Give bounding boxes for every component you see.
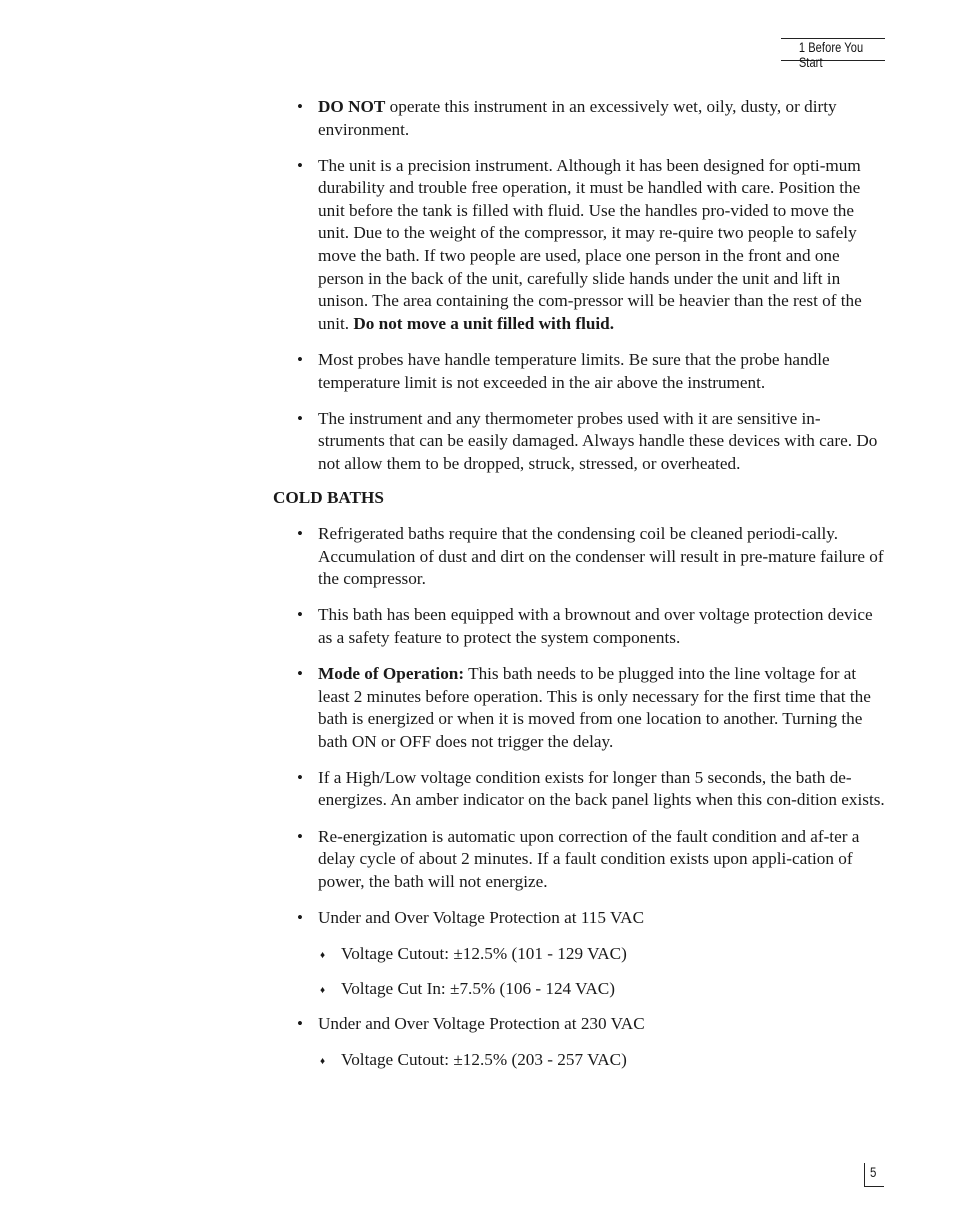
- bullet-icon: •: [297, 605, 303, 625]
- sub-list-item: [273, 943, 885, 966]
- section-title: 1 Before You Start: [798, 40, 864, 70]
- sub-list-item: [273, 978, 885, 1001]
- bullet-icon: •: [297, 524, 303, 543]
- page-number-box: [864, 1163, 884, 1187]
- bullet-icon: •: [297, 1013, 303, 1033]
- list-item: [273, 826, 885, 894]
- list-item: [273, 408, 885, 476]
- bold-tail: Do not move a unit filled with fluid.: [353, 313, 615, 333]
- running-header: [781, 38, 885, 70]
- list-item: [273, 767, 885, 812]
- list-item: [273, 155, 885, 336]
- sub-item-text: Voltage Cutout: ±12.5% (203 - 257 VAC): [341, 1049, 627, 1069]
- bullet-icon: •: [297, 663, 303, 683]
- item-text: Most probes have handle temperature limits. Be sure that the probe handle temperature limit is not exceeded in the air above the instrument.: [318, 349, 830, 392]
- sub-item-text: Voltage Cut In: ±7.5% (106 - 124 VAC): [341, 978, 615, 998]
- list-item: [273, 604, 885, 649]
- bullet-icon: •: [297, 349, 303, 369]
- bold-lead: Mode of Operation:: [318, 663, 465, 683]
- page-body: [273, 96, 885, 1084]
- cold-baths-heading: COLD BATHS: [273, 487, 384, 507]
- list-item: [273, 523, 885, 591]
- list-item: [273, 96, 885, 141]
- item-text: This bath has been equipped with a brownout and over voltage protection device as a safety feature to protect the system components.: [318, 605, 873, 647]
- bullet-icon: •: [297, 408, 303, 428]
- item-text: Re-energization is automatic upon correction of the fault condition and af-ter a delay cycle of about 2 minutes. If a fault condition exists upon appli-cation of power, the bath will not energize.: [318, 826, 860, 891]
- page-number: 5: [870, 1165, 877, 1180]
- bullet-icon: •: [297, 97, 303, 116]
- item-text: Under and Over Voltage Protection at 230 VAC: [318, 1013, 645, 1033]
- bullet-icon: •: [297, 826, 303, 846]
- item-text: If a High/Low voltage condition exists for longer than 5 seconds, the bath de-energizes. An amber indicator on the back panel lights when this con-dition exists.: [318, 767, 885, 810]
- bullet-icon: •: [297, 907, 303, 927]
- bold-lead: DO NOT: [318, 97, 386, 116]
- item-text: Refrigerated baths require that the condensing coil be cleaned periodi-cally. Accumulation of dust and dirt on the condenser will result in pre-mature failure of the compressor.: [318, 524, 884, 589]
- diamond-bullet-icon: ♦: [320, 949, 326, 961]
- item-text: This bath needs to be plugged into the line voltage for at least 2 minutes before operation. This is only necessary for the first time that the bath is energized or when it is moved from one location to another. Turning the bath ON or OFF does not trigger the delay.: [318, 663, 871, 751]
- diamond-bullet-icon: ♦: [320, 1055, 326, 1067]
- sub-list-item: [273, 1049, 885, 1072]
- item-text: operate this instrument in an excessively wet, oily, dusty, or dirty environment.: [318, 97, 837, 139]
- list-item: [273, 907, 885, 930]
- bullet-icon: •: [297, 155, 303, 175]
- list-item: [273, 663, 885, 753]
- cold-baths-list: [273, 523, 885, 1071]
- item-text: Under and Over Voltage Protection at 115 VAC: [318, 907, 645, 927]
- list-item: [273, 349, 885, 394]
- item-text: The instrument and any thermometer probes used with it are sensitive in-struments that can be easily damaged. Always handle these devices with care. Do not allow them to be dropped, struck, stressed, or overheated.: [318, 408, 878, 473]
- sub-item-text: Voltage Cutout: ±12.5% (101 - 129 VAC): [341, 943, 627, 963]
- item-text: The unit is a precision instrument. Although it has been designed for opti-mum durability and trouble free operation, it must be handled with care. Position the unit before the tank is filled with fluid. Use the handles pro-vided to move the unit. Due to the weight of the compressor, it may re-quire two people to safely move the bath. If two people are used, place one person in the front and one person in the back of the unit, carefully slide hands under the unit and lift in unison. The area containing the com-pressor will be heavier than the rest of the unit.: [318, 155, 862, 333]
- diamond-bullet-icon: ♦: [320, 984, 326, 996]
- general-precautions-list: [273, 96, 885, 475]
- list-item: [273, 1013, 885, 1036]
- bullet-icon: •: [297, 767, 303, 787]
